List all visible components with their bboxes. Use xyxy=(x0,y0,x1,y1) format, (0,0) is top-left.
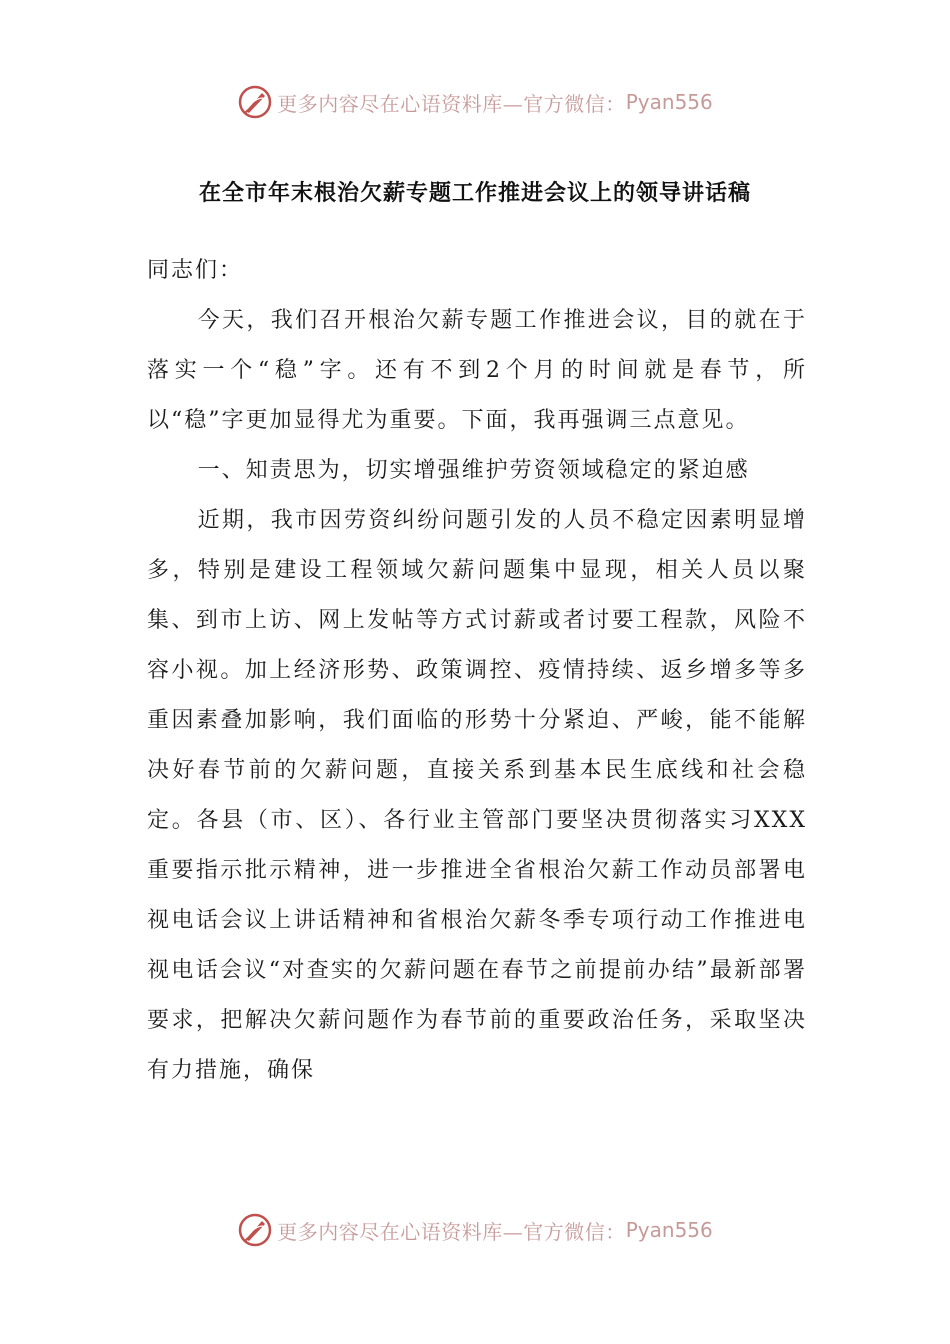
document-title: 在全市年末根治欠薪专题工作推进会议上的领导讲话稿 xyxy=(198,181,751,206)
salutation: 同志们： xyxy=(147,258,244,283)
paragraph-intro: 今天，我们召开根治欠薪专题工作推进会议，目的就在于落实一个“稳”字。还有不到2个月的时间就是春节，所以“稳”字更加显得尤为重要。下面，我再强调三点意见。 xyxy=(147,308,807,433)
banner-wechat-id: Pyan556 xyxy=(625,1218,713,1242)
paragraph-section-1: 近期，我市因劳资纠纷问题引发的人员不稳定因素明显增多，特别是建设工程领域欠薪问题集中显现，相关人员以聚集、到市上访、网上发帖等方式讨薪或者讨要工程款，风险不容小视。加上经济形势、政策调控、疫情持续、返乡增多等多重因素叠加影响，我们面临的形势十分紧迫、严峻，能不能解决好春节前的欠薪问题，直接关系到基本民生底线和社会稳定。各县（市、区）、各行业主管部门要坚决贯彻落实习XXX重要指示批示精神，进一步推进全省根治欠薪工作动员部署电视电话会议上讲话精神和省根治欠薪冬季专项行动工作推进电视电话会议“对查实的欠薪问题在春节之前提前办结”最新部署要求，把解决欠薪问题作为春节前的重要政治任务，采取坚决有力措施，确保 xyxy=(147,508,807,1083)
banner-wechat-id: Pyan556 xyxy=(625,90,713,114)
header-watermark-banner xyxy=(0,82,950,122)
section-heading-1: 一、知责思为，切实增强维护劳资领域稳定的紧迫感 xyxy=(197,458,750,483)
banner-text: 更多内容尽在心语资料库—官方微信： xyxy=(277,1219,626,1244)
banner-text: 更多内容尽在心语资料库—官方微信： xyxy=(277,91,626,116)
quill-pen-logo-icon xyxy=(237,84,273,120)
quill-pen-logo-icon xyxy=(237,1212,273,1248)
footer-watermark-banner xyxy=(0,1210,950,1250)
document-body xyxy=(147,246,807,1096)
